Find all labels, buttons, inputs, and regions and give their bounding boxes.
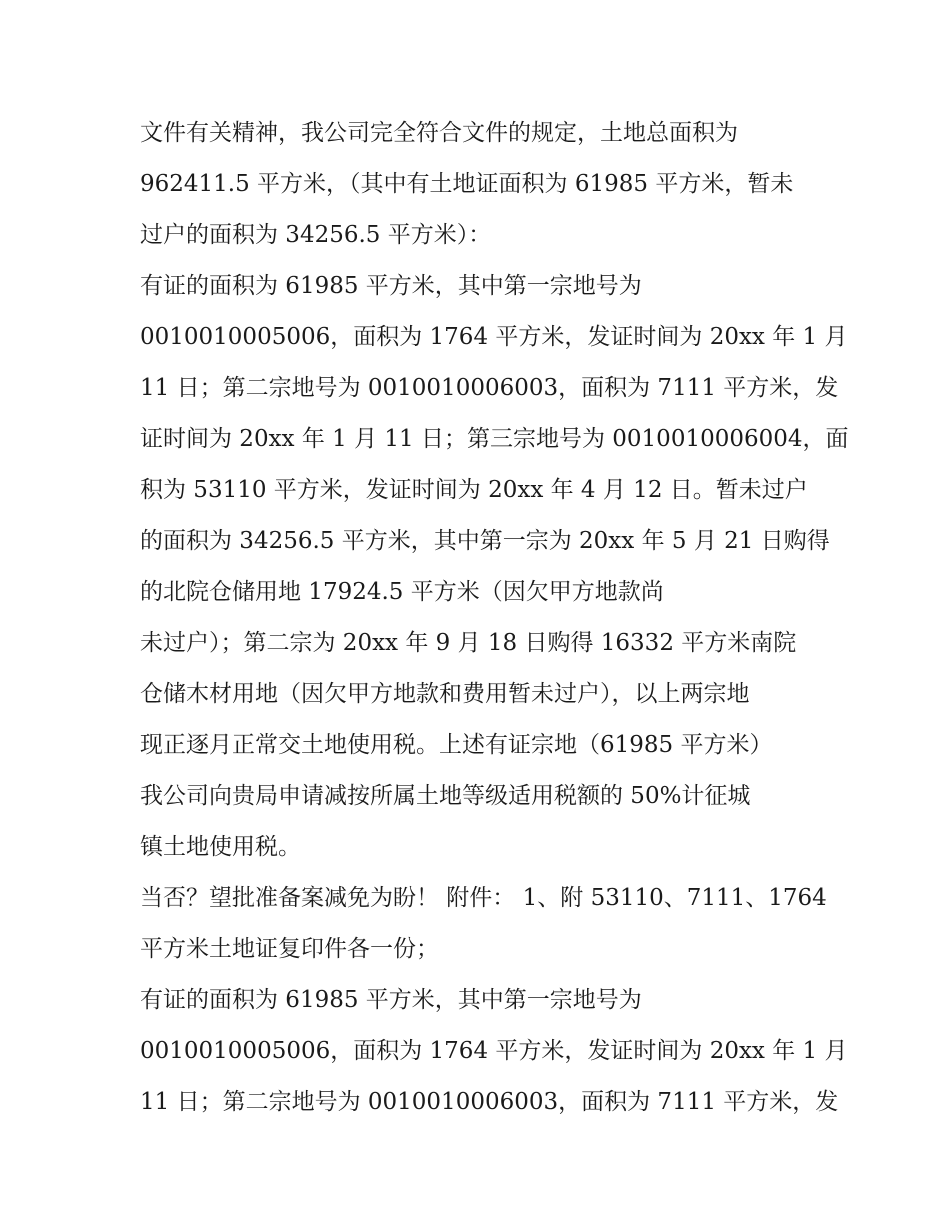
- text-line: 的面积为 34256.5 平方米，其中第一宗为 20xx 年 5 月 21 日购得: [140, 528, 830, 554]
- text-line: 0010010005006，面积为 1764 平方米，发证时间为 20xx 年 1 月: [140, 324, 848, 350]
- text-line: 962411.5 平方米，（其中有土地证面积为 61985 平方米，暂未: [140, 171, 794, 197]
- text-line: 仓储木材用地（因欠甲方地款和费用暂未过户），以上两宗地: [140, 681, 750, 707]
- text-line: 未过户）；第二宗为 20xx 年 9 月 18 日购得 16332 平方米南院: [140, 630, 797, 656]
- text-line: 当否？望批准备案减免为盼！ 附件： 1、附 53110、7111、1764: [140, 885, 827, 911]
- text-line: 11 日；第二宗地号为 0010010006003，面积为 7111 平方米，发: [140, 375, 839, 401]
- document-body: [140, 108, 849, 1128]
- text-line: 证时间为 20xx 年 1 月 11 日；第三宗地号为 0010010006004，面: [140, 426, 849, 452]
- text-line: 文件有关精神，我公司完全符合文件的规定，土地总面积为: [140, 120, 738, 146]
- text-line: 有证的面积为 61985 平方米，其中第一宗地号为: [140, 273, 642, 299]
- text-line: 现正逐月正常交土地使用税。上述有证宗地（61985 平方米）: [140, 732, 773, 758]
- text-line: 平方米土地证复印件各一份；: [140, 936, 439, 962]
- text-line: 我公司向贵局申请减按所属土地等级适用税额的 50%计征城: [140, 783, 751, 809]
- text-line: 有证的面积为 61985 平方米，其中第一宗地号为: [140, 987, 642, 1013]
- text-line: 积为 53110 平方米，发证时间为 20xx 年 4 月 12 日。暂未过户: [140, 477, 808, 503]
- text-line: 的北院仓储用地 17924.5 平方米（因欠甲方地款尚: [140, 579, 664, 605]
- text-line: 镇土地使用税。: [140, 834, 301, 860]
- text-line: 11 日；第二宗地号为 0010010006003，面积为 7111 平方米，发: [140, 1089, 839, 1115]
- text-line: 0010010005006，面积为 1764 平方米，发证时间为 20xx 年 1 月: [140, 1038, 848, 1064]
- text-line: 过户的面积为 34256.5 平方米）：: [140, 222, 492, 248]
